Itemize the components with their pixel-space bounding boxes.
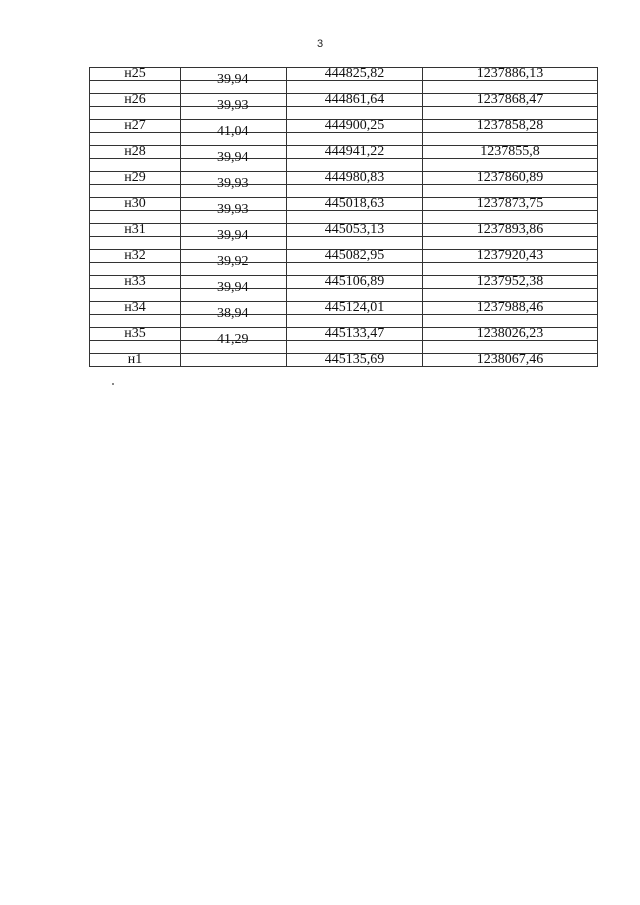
y-coordinate-cell: 1237855,8 (423, 146, 598, 159)
table-row (90, 224, 598, 237)
x-coordinate-cell: 445135,69 (287, 354, 423, 367)
distance-value: 39,94 (217, 72, 249, 87)
x-coordinate-cell: 445018,63 (287, 198, 423, 211)
distance-value: 41,04 (217, 124, 249, 139)
distance-cell (181, 224, 287, 243)
spacer-cell (181, 81, 287, 94)
x-coordinate-cell: 445082,95 (287, 250, 423, 263)
point-name-cell: н33 (90, 276, 181, 289)
spacer-cell (181, 263, 287, 276)
distance-value: 39,94 (217, 150, 249, 165)
distance-value: 39,93 (217, 176, 249, 191)
spacer-cell (181, 237, 287, 250)
x-coordinate-cell: 444861,64 (287, 94, 423, 107)
distance-value: 39,92 (217, 254, 249, 269)
coordinates-table (89, 67, 598, 367)
table-row (90, 146, 598, 159)
distance-cell (181, 354, 287, 367)
distance-cell (181, 146, 287, 165)
x-coordinate-cell: 445133,47 (287, 328, 423, 341)
distance-cell (181, 68, 287, 87)
y-coordinate-cell: 1237886,13 (423, 68, 598, 81)
spacer-cell (181, 185, 287, 198)
table-row (90, 328, 598, 341)
table-row (90, 172, 598, 185)
x-coordinate-cell: 444825,82 (287, 68, 423, 81)
page-number: 3 (316, 38, 324, 50)
x-coordinate-cell: 445106,89 (287, 276, 423, 289)
point-name-cell: н30 (90, 198, 181, 211)
y-coordinate-cell: 1237868,47 (423, 94, 598, 107)
x-coordinate-cell: 445053,13 (287, 224, 423, 237)
table-row (90, 302, 598, 315)
point-name-cell: н1 (90, 354, 181, 367)
table-row (90, 250, 598, 263)
distance-cell (181, 172, 287, 191)
distance-value: 41,29 (217, 332, 249, 347)
distance-cell (181, 328, 287, 347)
table-row (90, 68, 598, 81)
distance-value: 39,93 (217, 98, 249, 113)
distance-cell (181, 250, 287, 269)
stray-mark (112, 383, 114, 385)
distance-cell (181, 120, 287, 139)
point-name-cell: н35 (90, 328, 181, 341)
spacer-cell (181, 341, 287, 354)
distance-value: 39,93 (217, 202, 249, 217)
x-coordinate-cell: 445124,01 (287, 302, 423, 315)
y-coordinate-cell: 1237952,38 (423, 276, 598, 289)
x-coordinate-cell: 444900,25 (287, 120, 423, 133)
spacer-cell (181, 107, 287, 120)
point-name-cell: н34 (90, 302, 181, 315)
point-name-cell: н31 (90, 224, 181, 237)
distance-cell (181, 302, 287, 321)
y-coordinate-cell: 1237858,28 (423, 120, 598, 133)
y-coordinate-cell: 1237860,89 (423, 172, 598, 185)
y-coordinate-cell: 1237920,43 (423, 250, 598, 263)
table-row (90, 276, 598, 289)
spacer-cell (181, 211, 287, 224)
distance-cell (181, 94, 287, 113)
table-row (90, 198, 598, 211)
y-coordinate-cell: 1237873,75 (423, 198, 598, 211)
point-name-cell: н32 (90, 250, 181, 263)
table-row (90, 354, 598, 367)
spacer-cell (181, 315, 287, 328)
y-coordinate-cell: 1238067,46 (423, 354, 598, 367)
spacer-cell (181, 133, 287, 146)
spacer-cell (181, 289, 287, 302)
y-coordinate-cell: 1238026,23 (423, 328, 598, 341)
distance-value: 39,94 (217, 280, 249, 295)
point-name-cell: н25 (90, 68, 181, 81)
x-coordinate-cell: 444941,22 (287, 146, 423, 159)
spacer-cell (181, 159, 287, 172)
table-row (90, 94, 598, 107)
point-name-cell: н28 (90, 146, 181, 159)
distance-cell (181, 198, 287, 217)
x-coordinate-cell: 444980,83 (287, 172, 423, 185)
point-name-cell: н26 (90, 94, 181, 107)
y-coordinate-cell: 1237893,86 (423, 224, 598, 237)
y-coordinate-cell: 1237988,46 (423, 302, 598, 315)
point-name-cell: н27 (90, 120, 181, 133)
distance-value: 39,94 (217, 228, 249, 243)
point-name-cell: н29 (90, 172, 181, 185)
table-row (90, 120, 598, 133)
distance-value: 38,94 (217, 306, 249, 321)
distance-cell (181, 276, 287, 295)
